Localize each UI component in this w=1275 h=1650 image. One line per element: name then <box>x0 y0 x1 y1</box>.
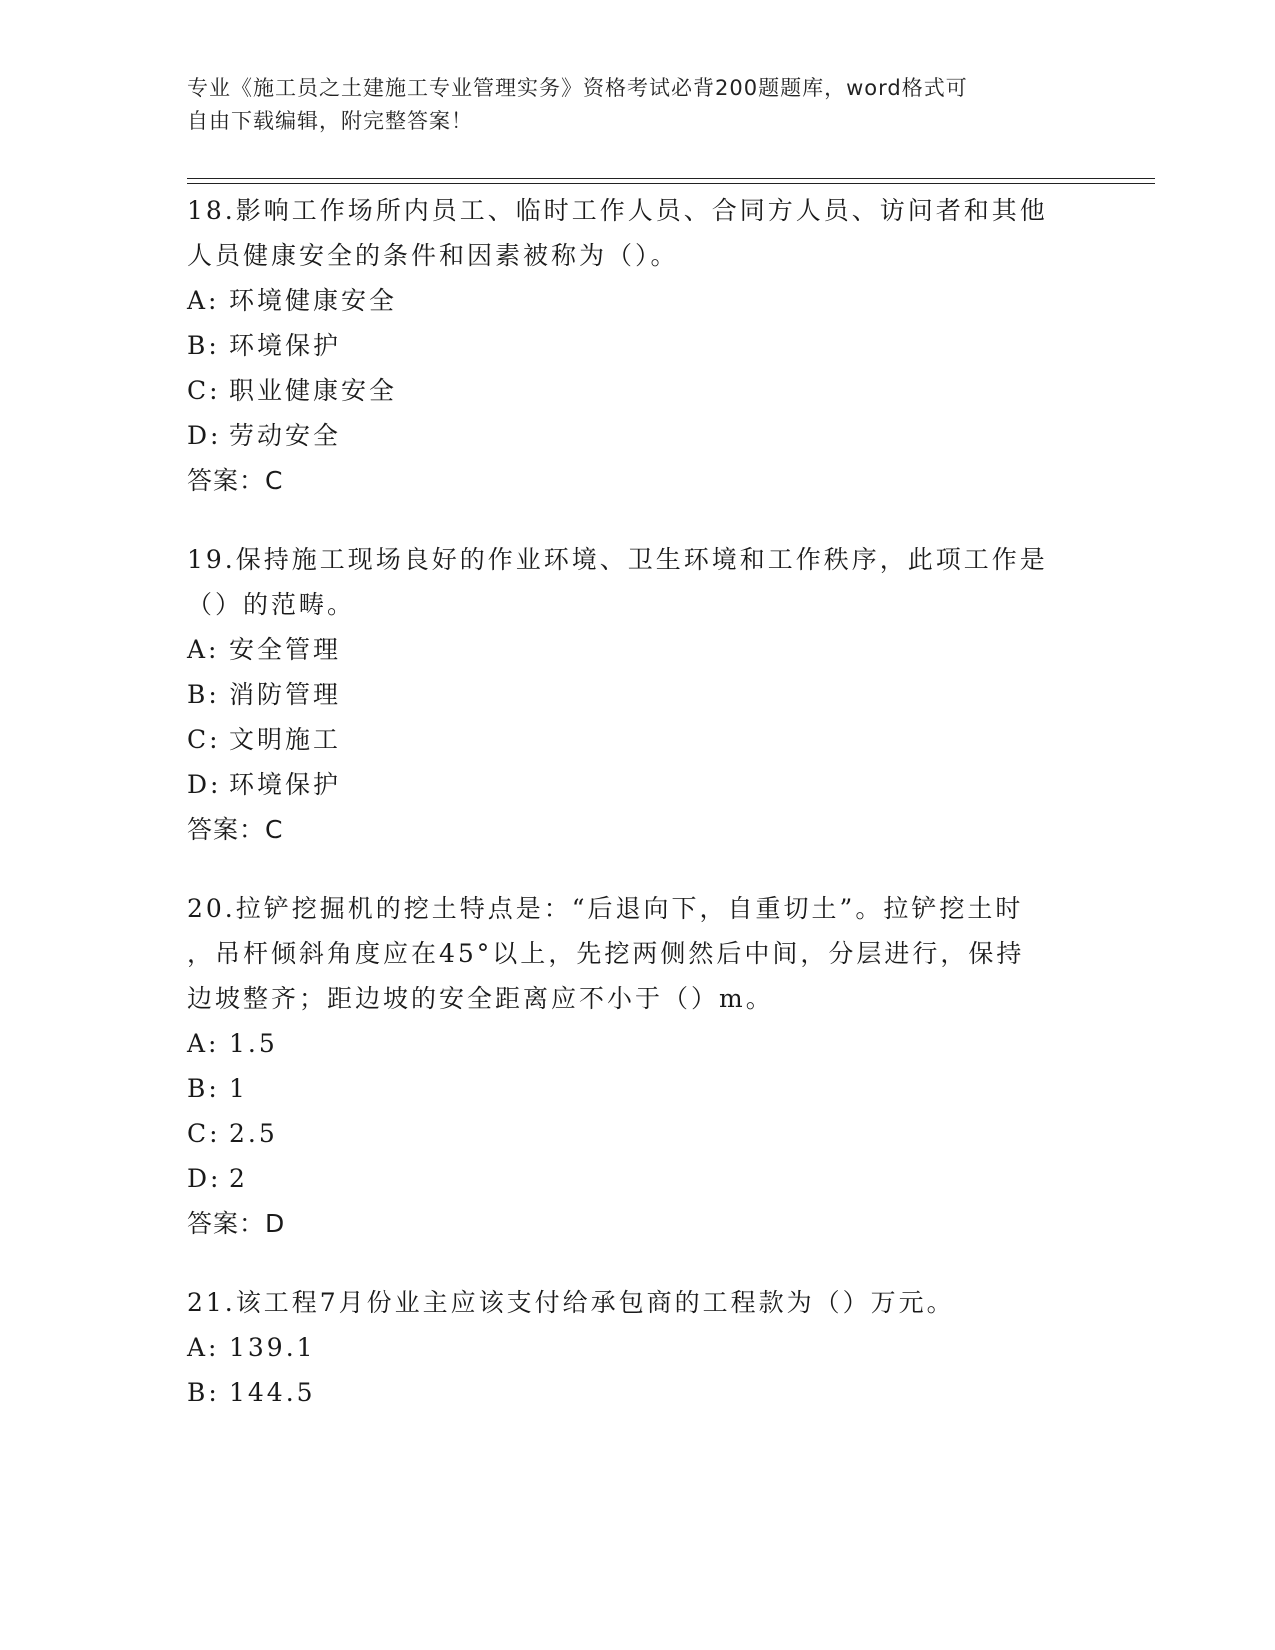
option-text: 1.5 <box>229 1029 278 1058</box>
option-text: 环境保护 <box>229 331 342 360</box>
option-letter: C: <box>187 725 221 754</box>
question-stem-line: 边坡整齐；距边坡的安全距离应不小于（）m。 <box>187 984 774 1013</box>
option-a <box>187 1021 1077 1066</box>
header-divider-top <box>187 178 1155 179</box>
option-text: 环境保护 <box>229 770 342 799</box>
question-stem-line: 20.拉铲挖掘机的挖土特点是：“后退向下，自重切土”。拉铲挖土时 <box>187 894 1024 923</box>
option-letter: D: <box>187 1164 222 1193</box>
question-19 <box>187 537 1077 852</box>
question-stem-line: 18.影响工作场所内员工、临时工作人员、合同方人员、访问者和其他 <box>187 196 1048 225</box>
option-letter: B: <box>187 1378 220 1407</box>
header-divider-bottom <box>187 183 1155 184</box>
answer-line: 答案：D <box>187 1209 286 1238</box>
option-b <box>187 672 1077 717</box>
option-text: 2.5 <box>229 1119 278 1148</box>
option-c <box>187 717 1077 762</box>
option-letter: A: <box>187 1333 220 1362</box>
option-text: 安全管理 <box>229 635 342 664</box>
option-text: 1 <box>229 1074 248 1103</box>
option-b <box>187 323 1077 368</box>
question-21 <box>187 1280 1077 1415</box>
option-b <box>187 1370 1077 1415</box>
option-letter: D: <box>187 770 222 799</box>
option-letter: B: <box>187 680 220 709</box>
option-c <box>187 1111 1077 1156</box>
question-stem-line: ，吊杆倾斜角度应在45°以上，先挖两侧然后中间，分层进行，保持 <box>187 939 1025 968</box>
option-text: 劳动安全 <box>229 421 342 450</box>
question-stem-line: 21.该工程7月份业主应该支付给承包商的工程款为（）万元。 <box>187 1288 955 1317</box>
option-text: 消防管理 <box>229 680 342 709</box>
option-d <box>187 413 1077 458</box>
question-list <box>187 188 1077 1449</box>
question-20 <box>187 886 1077 1246</box>
question-18 <box>187 188 1077 503</box>
option-letter: A: <box>187 1029 220 1058</box>
document-header <box>187 72 1077 138</box>
option-letter: B: <box>187 1074 220 1103</box>
option-letter: A: <box>187 286 220 315</box>
option-letter: C: <box>187 1119 221 1148</box>
option-text: 2 <box>229 1164 248 1193</box>
option-a <box>187 627 1077 672</box>
option-a <box>187 1325 1077 1370</box>
option-letter: C: <box>187 376 221 405</box>
option-text: 环境健康安全 <box>229 286 398 315</box>
option-letter: B: <box>187 331 220 360</box>
option-letter: D: <box>187 421 222 450</box>
option-b <box>187 1066 1077 1111</box>
option-d <box>187 1156 1077 1201</box>
option-text: 144.5 <box>229 1378 316 1407</box>
option-text: 139.1 <box>229 1333 316 1362</box>
option-letter: A: <box>187 635 220 664</box>
answer-line: 答案：C <box>187 466 284 495</box>
question-stem-line: （）的范畴。 <box>187 590 356 619</box>
option-c <box>187 368 1077 413</box>
header-line-2: 自由下载编辑，附完整答案！ <box>187 109 473 133</box>
option-text: 职业健康安全 <box>229 376 398 405</box>
question-stem-line: 19.保持施工现场良好的作业环境、卫生环境和工作秩序，此项工作是 <box>187 545 1048 574</box>
option-a <box>187 278 1077 323</box>
header-line-1: 专业《施工员之土建施工专业管理实务》资格考试必背200题题库，word格式可 <box>187 76 968 100</box>
question-stem-line: 人员健康安全的条件和因素被称为（）。 <box>187 241 679 270</box>
option-d <box>187 762 1077 807</box>
answer-line: 答案：C <box>187 815 284 844</box>
option-text: 文明施工 <box>229 725 342 754</box>
